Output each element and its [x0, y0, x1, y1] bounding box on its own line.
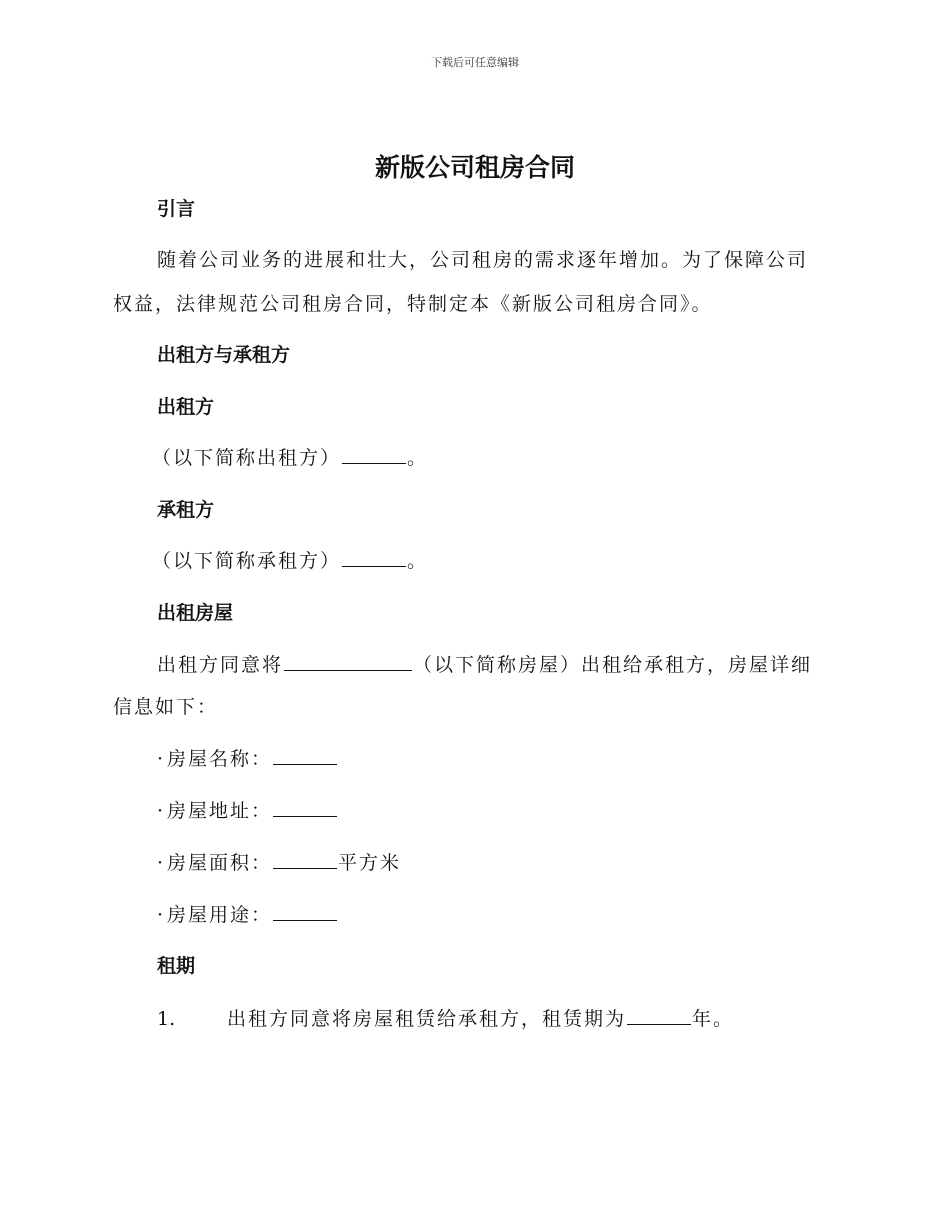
- section-heading-intro: 引言: [157, 198, 196, 220]
- item-blank[interactable]: [273, 867, 337, 869]
- premises-blank[interactable]: [284, 669, 412, 671]
- list-item-premises-use: [157, 900, 338, 927]
- period-mark: 。: [407, 447, 429, 469]
- section-heading-premises: 出租房屋: [157, 602, 234, 624]
- premises-line-1: [157, 650, 812, 677]
- item-blank[interactable]: [273, 763, 337, 765]
- item-label: 房屋用途：: [167, 904, 273, 926]
- item-blank[interactable]: [273, 815, 337, 817]
- section-heading-term: 租期: [157, 955, 196, 977]
- premises-text-b: （以下简称房屋）出租给承租方，房屋详细: [413, 654, 813, 676]
- list-item-premises-address: [157, 796, 338, 823]
- item-label: 房屋地址：: [167, 800, 273, 822]
- lessor-heading: 出租方: [157, 396, 215, 418]
- list-item-premises-area: [157, 848, 401, 875]
- header-note: 下载后可任意编辑: [431, 56, 519, 69]
- item-label: 房屋名称：: [167, 748, 273, 770]
- premises-line-2: 信息如下：: [113, 696, 219, 718]
- term-suffix: 年。: [692, 1008, 735, 1030]
- lessee-heading: 承租方: [157, 499, 215, 521]
- lessor-text: （以下简称出租方）: [152, 447, 342, 469]
- bullet: ·: [157, 748, 166, 770]
- lessor-line: [152, 443, 428, 470]
- period-mark: 。: [407, 550, 429, 572]
- term-number: 1.: [157, 1008, 176, 1030]
- section-heading-parties: 出租方与承租方: [157, 344, 291, 366]
- premises-text-a: 出租方同意将: [157, 654, 284, 676]
- lessee-line: [152, 546, 428, 573]
- bullet: ·: [157, 852, 166, 874]
- term-years-blank[interactable]: [627, 1023, 691, 1025]
- intro-paragraph-line-1: 随着公司业务的进展和壮大，公司租房的需求逐年增加。为了保障公司: [157, 249, 809, 271]
- lessee-name-blank[interactable]: [342, 565, 406, 567]
- item-blank[interactable]: [273, 919, 337, 921]
- lessee-text: （以下简称承租方）: [152, 550, 342, 572]
- bullet: ·: [157, 800, 166, 822]
- item-suffix: 平方米: [338, 852, 402, 874]
- bullet: ·: [157, 904, 166, 926]
- list-item-premises-name: [157, 744, 338, 771]
- lessor-name-blank[interactable]: [342, 462, 406, 464]
- term-text: 出租方同意将房屋租赁给承租方，租赁期为: [227, 1008, 627, 1030]
- item-label: 房屋面积：: [167, 852, 273, 874]
- document-title: 新版公司租房合同: [374, 153, 575, 182]
- term-item-1: [157, 1004, 734, 1031]
- intro-paragraph-line-2: 权益，法律规范公司租房合同，特制定本《新版公司租房合同》。: [113, 293, 713, 315]
